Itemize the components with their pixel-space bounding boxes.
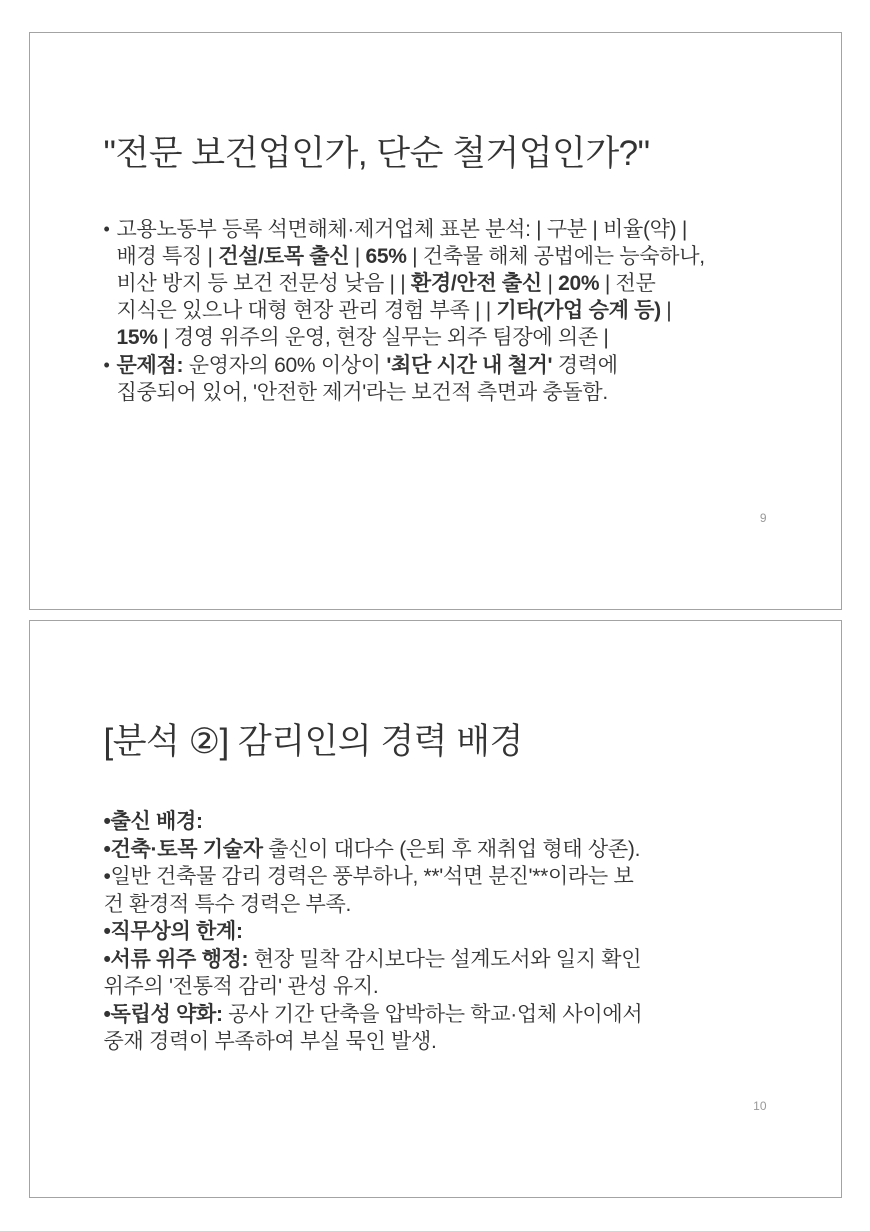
- slide-10-text-block: [104, 808, 801, 1056]
- bullet-item: [104, 216, 801, 351]
- bold-text-segment: •직무상의 한계:: [103, 920, 243, 943]
- slide-9-page-number: 9: [759, 511, 767, 525]
- text-line: [117, 352, 618, 379]
- text-line: [117, 324, 705, 351]
- slide-9: [29, 32, 842, 610]
- text-line: [117, 297, 705, 324]
- text-segment: |: [660, 299, 672, 322]
- text-segment: 지식은 있으나 대형 현장 관리 경험 부족 | |: [116, 299, 497, 322]
- text-segment: 위주의 '전통적 감리' 관성 유지.: [103, 975, 379, 998]
- text-line: [117, 379, 618, 406]
- bold-text-segment: •건축·토목 기술자: [103, 837, 263, 861]
- bold-text-segment: 65%: [365, 245, 407, 268]
- bold-text-segment: •출신 배경:: [103, 810, 203, 833]
- text-segment: | 경영 위주의 운영, 현장 실무는 외주 팀장에 의존 |: [157, 326, 609, 349]
- text-segment: | 전문: [599, 272, 656, 295]
- text-segment: 중재 경력이 부족하여 부실 묵인 발생.: [103, 1030, 437, 1053]
- text-segment: 집중되어 있어, '안전한 제거'라는 보건적 측면과 충돌함.: [116, 381, 608, 404]
- text-segment: 출신이 대다수 (은퇴 후 재취업 형태 상존).: [262, 837, 641, 861]
- text-line: [117, 216, 705, 243]
- text-segment: 배경 특징 |: [116, 245, 219, 268]
- text-line: [104, 1001, 801, 1029]
- text-line: [104, 836, 801, 864]
- text-line: [104, 863, 801, 891]
- text-line: [104, 946, 801, 974]
- bold-text-segment: 기타(가업 승계 등): [496, 299, 661, 322]
- bullet-item: [104, 352, 801, 406]
- bold-text-segment: '최단 시간 내 철거': [386, 354, 553, 377]
- bullet-text: [117, 352, 618, 406]
- text-line: [117, 243, 705, 270]
- text-line: [104, 891, 801, 919]
- bold-text-segment: •서류 위주 행정:: [103, 947, 249, 971]
- text-segment: 비산 방지 등 보건 전문성 낮음 | |: [116, 272, 411, 295]
- bullet-text: [117, 216, 705, 351]
- slide-9-bullet-list: [104, 216, 801, 407]
- text-segment: |: [349, 245, 366, 268]
- slide-9-title: "전문 보건업인가, 단순 철거업인가?": [103, 134, 650, 173]
- text-line: [104, 973, 801, 1001]
- text-segment: 건 환경적 특수 경력은 부족.: [103, 892, 352, 916]
- text-segment: | 건축물 해체 공법에는 능숙하나,: [406, 245, 705, 268]
- bullet-marker: •: [103, 355, 110, 375]
- text-segment: 경력에: [552, 354, 618, 377]
- bold-text-segment: 20%: [558, 272, 600, 295]
- bold-text-segment: •독립성 약화:: [103, 1002, 223, 1026]
- bold-text-segment: 15%: [116, 326, 158, 349]
- text-segment: 현장 밀착 감시보다는 설계도서와 일지 확인: [248, 947, 642, 971]
- text-segment: 고용노동부 등록 석면해체·제거업체 표본 분석: | 구분 | 비율(약) |: [116, 218, 688, 241]
- text-segment: |: [541, 272, 559, 295]
- bold-text-segment: 환경/안전 출신: [410, 272, 542, 295]
- text-segment: 공사 기간 단축을 압박하는 학교·업체 사이에서: [222, 1002, 643, 1026]
- bold-text-segment: 건설/토목 출신: [218, 245, 350, 268]
- slide-10-page-number: 10: [753, 1099, 767, 1113]
- text-segment: •일반 건축물 감리 경력은 풍부하나, **'석면 분진'**이라는 보: [103, 865, 634, 888]
- bold-text-segment: 문제점:: [116, 354, 184, 377]
- slide-10-title: [분석 ②] 감리인의 경력 배경: [103, 722, 523, 761]
- text-line: [117, 270, 705, 297]
- text-segment: 운영자의 60% 이상이: [183, 354, 387, 377]
- text-line: [104, 1028, 801, 1056]
- text-line: [104, 918, 801, 946]
- bullet-marker: •: [103, 219, 110, 239]
- text-line: [104, 808, 801, 836]
- slide-10: [29, 620, 842, 1198]
